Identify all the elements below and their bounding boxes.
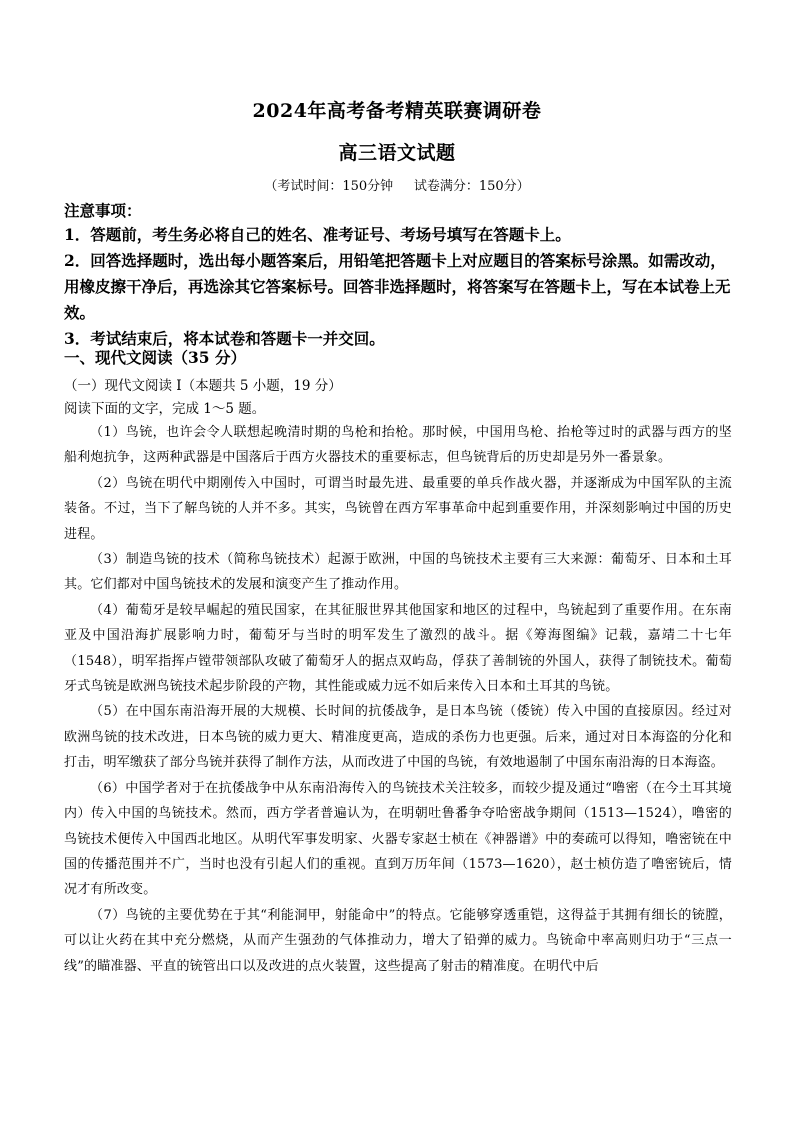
section-heading: 一、现代文阅读（35 分）	[64, 348, 246, 367]
notice-item: 1．答题前，考生务必将自己的姓名、准考证号、考场号填写在答题卡上。	[64, 225, 571, 244]
passage-paragraph: （4）葡萄牙是较早崛起的殖民国家，在其征服世界其他国家和地区的过程中，鸟铳起到了重要作用。在东南亚及中国沿海扩展影响力时，葡萄牙与当时的明军发生了激烈的战斗。据《筹海图编》记载，嘉靖二十七年（1548），明军指挥卢镗带领部队攻破了葡萄牙人的据点双屿岛，俘获了善制铳的外国人，获得了制铳技术。葡萄牙式鸟铳是欧洲鸟铳技术起步阶段的产物，其性能或威力远不如后来传入日本和土耳其的鸟铳。	[64, 602, 732, 695]
passage-paragraph: （6）中国学者对于在抗倭战争中从东南沿海传入的鸟铳技术关注较多，而较少提及通过“噜密（在今土耳其境内）传入中国的鸟铳技术。然而，西方学者普遍认为，在明朝吐鲁番争夺哈密战争期间（1513—1524），噜密的鸟铳技术便传入中国西北地区。从明代军事发明家、火器专家赵士桢在《神器谱》中的奏疏可以得知，噜密铳在中国的传播范围并不广，当时也没有引起人们的重视。直到万历年间（1573—1620），赵士桢仿造了噜密铳后，情况才有所改变。	[64, 780, 732, 898]
exam-subtitle: 高三语文试题	[338, 142, 456, 164]
passage-paragraph: （3）制造鸟铳的技术（简称鸟铳技术）起源于欧洲，中国的鸟铳技术主要有三大来源：葡萄牙、日本和土耳其。它们都对中国鸟铳技术的发展和演变产生了推动作用。	[64, 552, 732, 593]
sub-section-heading: （一）现代文阅读 I（本题共 5 小题，19 分）	[64, 378, 342, 394]
passage-paragraph: （1）鸟铳，也许会令人联想起晚清时期的鸟枪和抬枪。那时候，中国用鸟枪、抬枪等过时的武器与西方的坚船利炮抗争，这两种武器是中国落后于西方火器技术的重要标志，但鸟铳背后的历史却是另外一番景象。	[64, 425, 732, 466]
exam-info: （考试时间：150分钟 试卷满分：150分）	[264, 179, 530, 194]
notice-list	[64, 222, 734, 352]
notice-heading: 注意事项：	[64, 201, 142, 220]
reading-passage	[64, 420, 732, 979]
passage-paragraph: （2）鸟铳在明代中期刚传入中国时，可谓当时最先进、最重要的单兵作战火器，并逐渐成为中国军队的主流装备。不过，当下了解鸟铳的人并不多。其实，鸟铳曾在西方军事革命中起到重要作用，并深刻影响过中国的历史进程。	[64, 475, 732, 542]
reading-instruction: 阅读下面的文字，完成 1～5 题。	[64, 401, 266, 417]
notice-item: 2．回答选择题时，选出每小题答案后，用铅笔把答题卡上对应题目的答案标号涂黑。如需改动，用橡皮擦干净后，再选涂其它答案标号。回答非选择题时，将答案写在答题卡上，写在本试卷上无效。	[64, 251, 731, 322]
passage-paragraph: （7）鸟铳的主要优势在于其“利能洞甲，射能命中”的特点。它能够穿透重铠，这得益于其拥有细长的铳膛，可以让火药在其中充分燃烧，从而产生强劲的气体推动力，增大了铅弹的威力。鸟铳命中率高则归功于“三点一线”的瞄准器、平直的铳管出口以及改进的点火装置，这些提高了射击的精准度。在明代中后	[64, 907, 732, 974]
exam-title: 2024年高考备考精英联赛调研卷	[252, 100, 542, 122]
notice-item: 3．考试结束后，将本试卷和答题卡一并交回。	[64, 329, 385, 348]
passage-paragraph: （5）在中国东南沿海开展的大规模、长时间的抗倭战争，是日本鸟铳（倭铳）传入中国的直接原因。经过对欧洲鸟铳的技术改进，日本鸟铳的威力更大、精准度更高，造成的杀伤力也更强。后来，通过对日本海盗的分化和打击，明军缴获了部分鸟铳并获得了制作方法，从而改进了中国的鸟铳，有效地遏制了中国东南沿海的日本海盗。	[64, 704, 732, 771]
